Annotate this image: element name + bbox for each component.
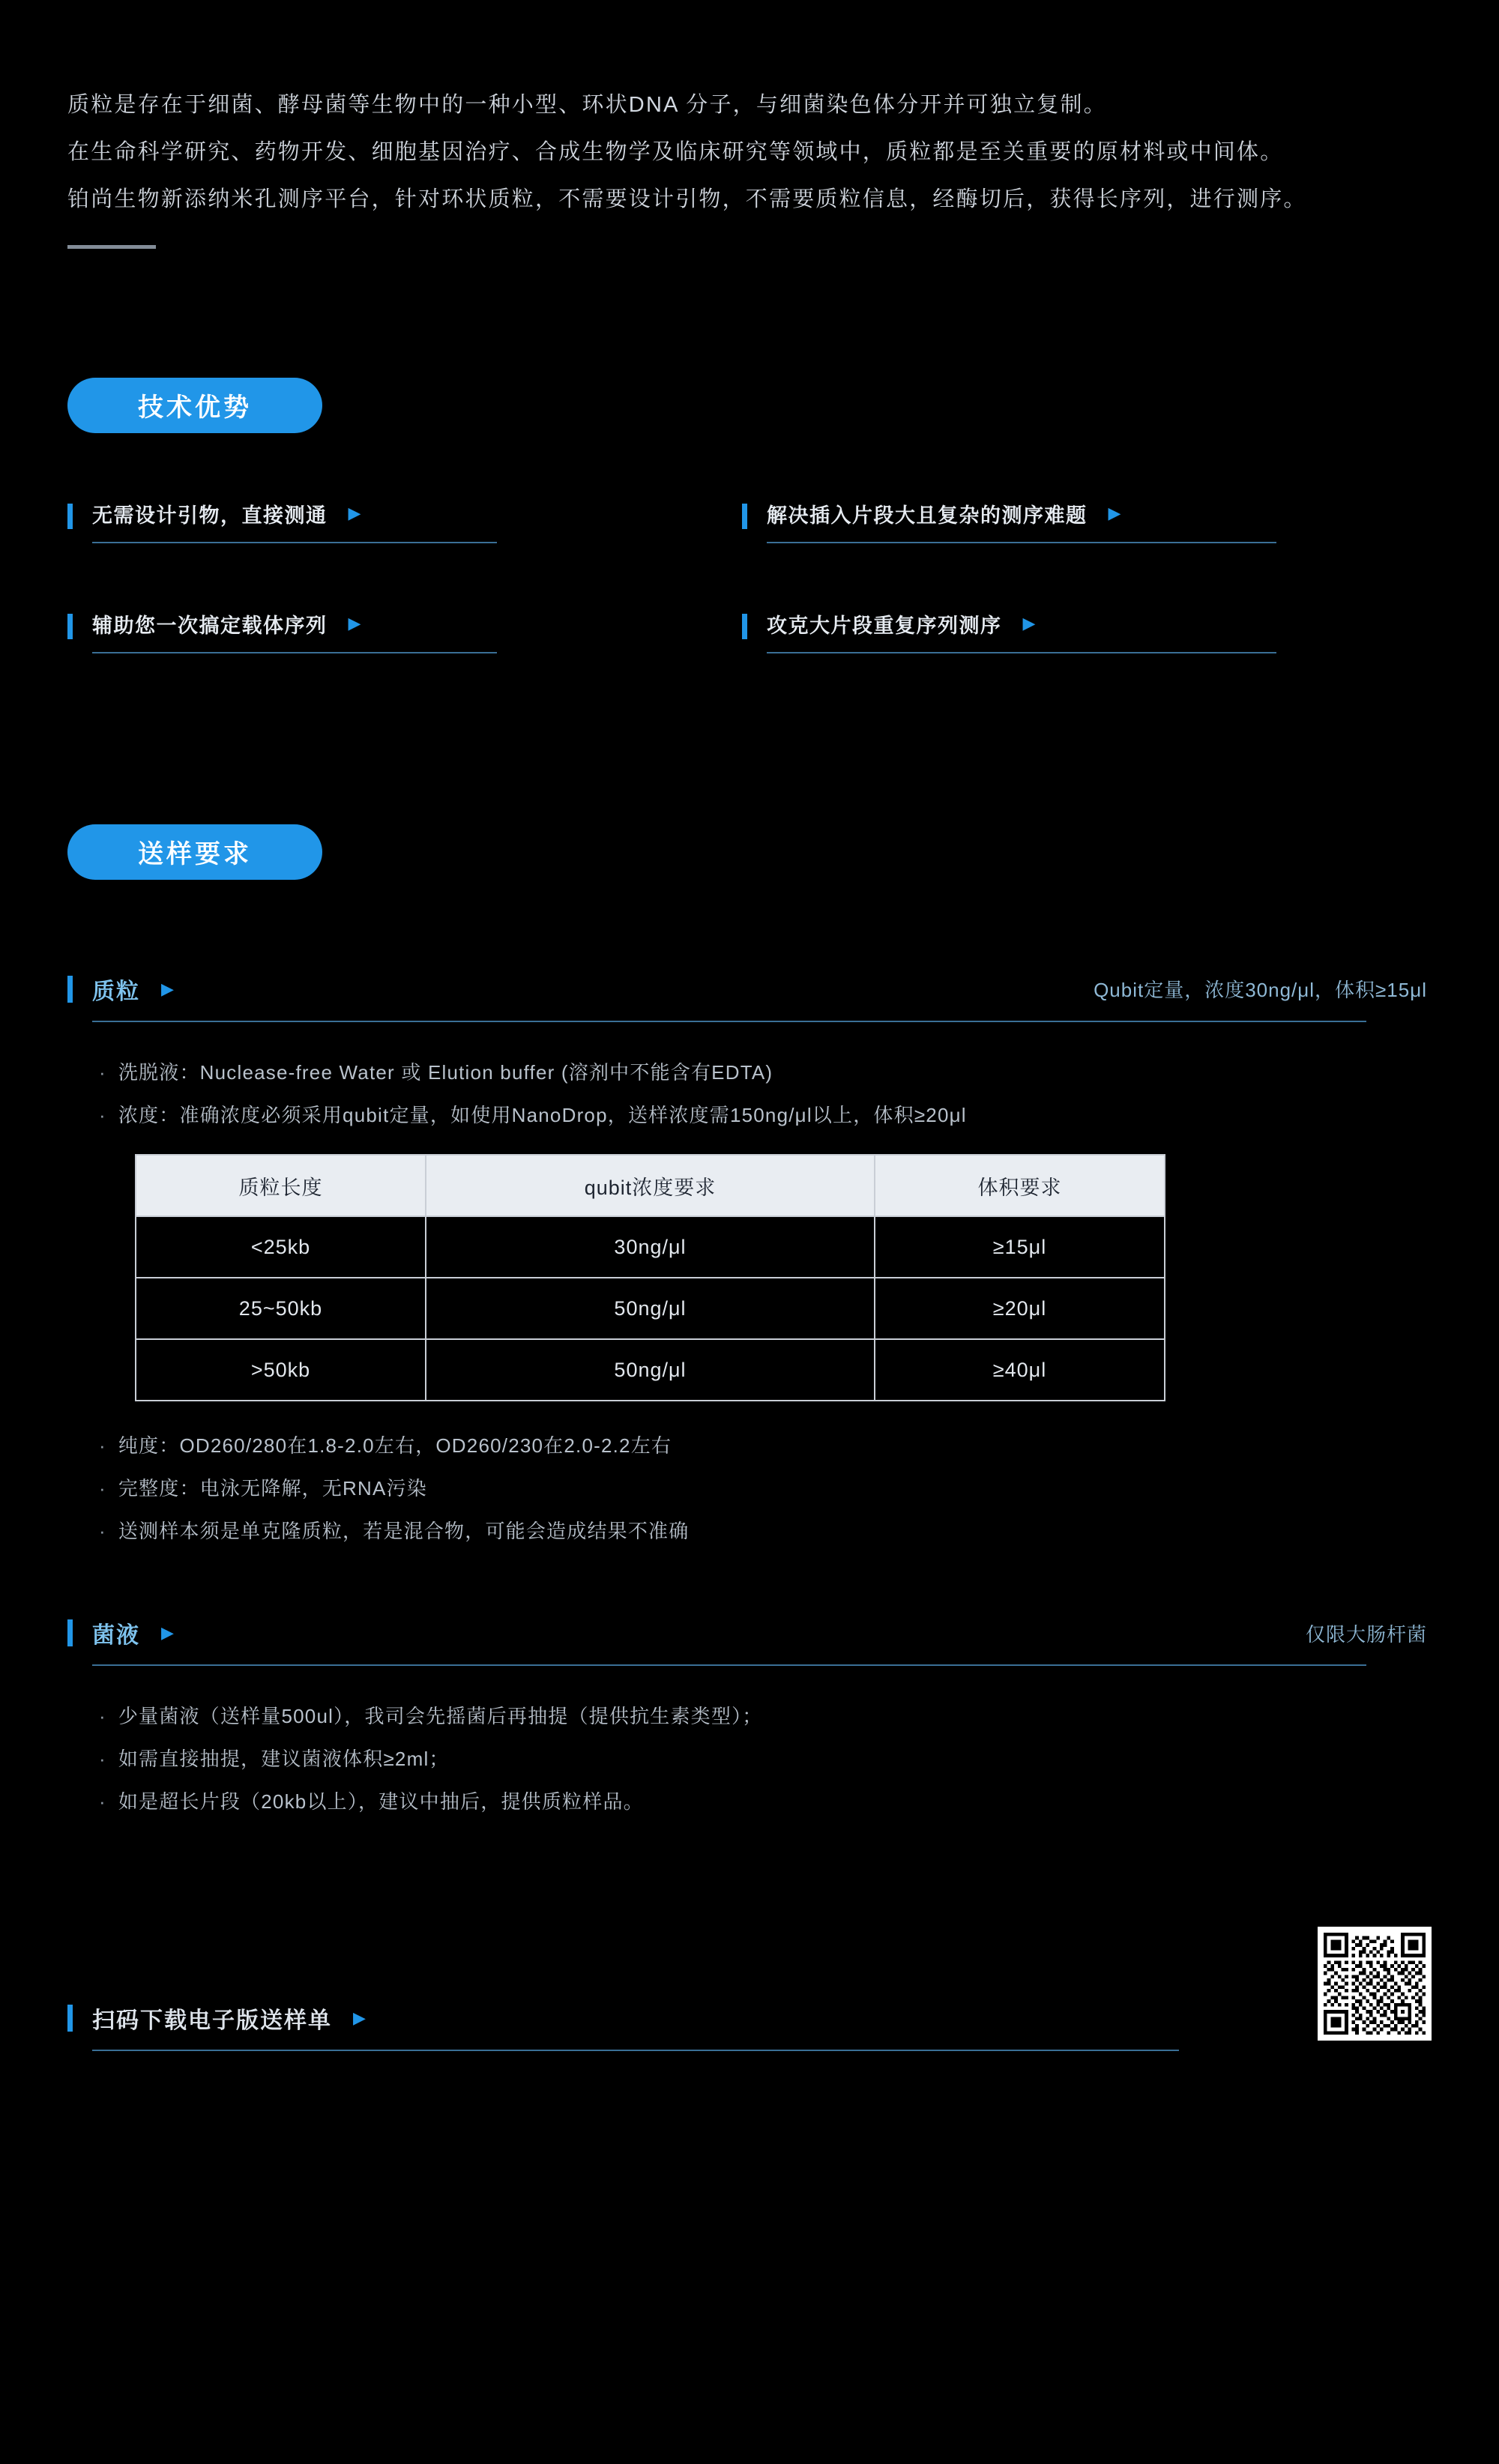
cell-volume: ≥15μl [875,1216,1165,1278]
play-triangle-icon: ▶ [161,979,174,998]
table-row [136,1278,1165,1339]
requirements-pill: 送样要求 [67,824,322,880]
list-item [99,1518,1432,1544]
advantage-label: 解决插入片段大且复杂的测序难题 [767,504,1088,527]
accent-bar [67,614,73,639]
bullet-dot: · [99,1790,106,1814]
requirements-heading-wrap [67,824,1432,880]
plasmid-heading [67,973,1432,1022]
cell-volume: ≥40μl [875,1339,1165,1401]
play-triangle-icon: ▶ [348,614,361,633]
cell-concentration: 30ng/μl [426,1216,875,1278]
footer-section [67,1927,1432,2051]
download-heading[interactable] [67,2002,1318,2051]
list-item-text: 完整度：电泳无降解，无RNA污染 [118,1477,427,1500]
underline [92,652,497,653]
qr-code-icon[interactable] [1318,1927,1432,2041]
advantages-heading-wrap [67,378,1432,433]
advantage-label: 无需设计引物，直接测通 [92,504,328,527]
list-item-text: 如是超长片段（20kb以上），建议中抽后，提供质粒样品。 [118,1790,644,1814]
accent-bar [67,2005,73,2032]
list-item-text: 少量菌液（送样量500ul），我司会先摇菌后再抽提（提供抗生素类型）； [118,1705,763,1728]
accent-bar [67,1619,73,1646]
advantage-item-4[interactable] [742,609,1372,653]
cell-volume: ≥20μl [875,1278,1165,1339]
advantage-item-3[interactable] [67,609,697,653]
play-triangle-icon: ▶ [1022,614,1036,633]
intro-paragraph-1: 质粒是存在于细菌、酵母菌等生物中的一种小型、环状DNA 分子，与细菌染色体分开并可独立复制。 [67,93,1107,117]
list-item [99,1060,1432,1086]
list-item [99,1433,1432,1459]
bullet-dot: · [99,1477,106,1500]
play-triangle-icon: ▶ [1108,504,1121,523]
list-item-text: 浓度：准确浓度必须采用qubit定量，如使用NanoDrop，送样浓度需150ng/μl以上，体积≥20μl [118,1103,967,1126]
list-item-text: 洗脱液：Nuclease-free Water 或 Elution buffer (溶剂中不能含有EDTA) [118,1060,773,1084]
underline [767,542,1276,543]
bullet-dot: · [99,1748,106,1771]
underline [92,2050,1179,2051]
list-item-text: 如需直接抽提，建议菌液体积≥2ml； [118,1748,450,1771]
plasmid-spec-table [135,1154,1165,1401]
plasmid-bullets-bottom [99,1433,1432,1544]
underline [92,1664,1366,1666]
cell-length: >50kb [136,1339,426,1401]
column-header-length: 质粒长度 [136,1155,426,1216]
advantages-pill: 技术优势 [67,378,322,433]
accent-bar [67,504,73,529]
bullet-dot: · [99,1520,106,1543]
bacteria-bullets [99,1703,1432,1815]
qr-code-svg [1324,1933,1426,2035]
intro-section [67,0,1432,249]
table-row [136,1339,1165,1401]
bullet-dot: · [99,1705,106,1728]
advantages-grid [67,499,1432,653]
advantage-item-1[interactable] [67,499,697,543]
table-row [136,1216,1165,1278]
bullet-dot: · [99,1434,106,1457]
underline [767,652,1276,653]
cell-concentration: 50ng/μl [426,1339,875,1401]
bacteria-title: 菌液 [92,1623,140,1649]
play-triangle-icon: ▶ [353,2008,366,2027]
advantage-label: 攻克大片段重复序列测序 [767,614,1002,637]
plasmid-note: Qubit定量，浓度30ng/μl，体积≥15μl [1094,979,1427,1002]
list-item [99,1476,1432,1502]
bacteria-note: 仅限大肠杆菌 [1305,1622,1427,1646]
list-item [99,1703,1432,1730]
bullet-dot: · [99,1103,106,1126]
play-triangle-icon: ▶ [161,1623,174,1643]
cell-length: <25kb [136,1216,426,1278]
list-item-text: 纯度：OD260/280在1.8-2.0左右，OD260/230在2.0-2.2左右 [118,1434,672,1457]
intro-paragraph-3: 铂尚生物新添纳米孔测序平台，针对环状质粒，不需要设计引物，不需要质粒信息，经酶切后，获得长序列，进行测序。 [67,187,1307,211]
column-header-concentration: qubit浓度要求 [426,1155,875,1216]
list-item-text: 送测样本须是单克隆质粒，若是混合物，可能会造成结果不准确 [118,1520,690,1543]
accent-bar [742,504,747,529]
bacteria-heading [67,1616,1432,1666]
plasmid-bullets-top [99,1060,1432,1129]
play-triangle-icon: ▶ [348,504,361,523]
underline [92,1021,1366,1022]
cell-concentration: 50ng/μl [426,1278,875,1339]
accent-bar [67,976,73,1003]
intro-divider [67,245,156,249]
download-label: 扫码下载电子版送样单 [92,2008,332,2033]
accent-bar [742,614,747,639]
column-header-volume: 体积要求 [875,1155,1165,1216]
intro-paragraph-2: 在生命科学研究、药物开发、细胞基因治疗、合成生物学及临床研究等领域中，质粒都是至关重要的原材料或中间体。 [67,139,1284,164]
underline [92,542,497,543]
table-header-row [136,1155,1165,1216]
list-item [99,1746,1432,1772]
bullet-dot: · [99,1060,106,1084]
list-item [99,1102,1432,1129]
advantage-label: 辅助您一次搞定载体序列 [92,614,328,637]
plasmid-title: 质粒 [92,979,140,1004]
cell-length: 25~50kb [136,1278,426,1339]
list-item [99,1789,1432,1815]
advantage-item-2[interactable] [742,499,1372,543]
